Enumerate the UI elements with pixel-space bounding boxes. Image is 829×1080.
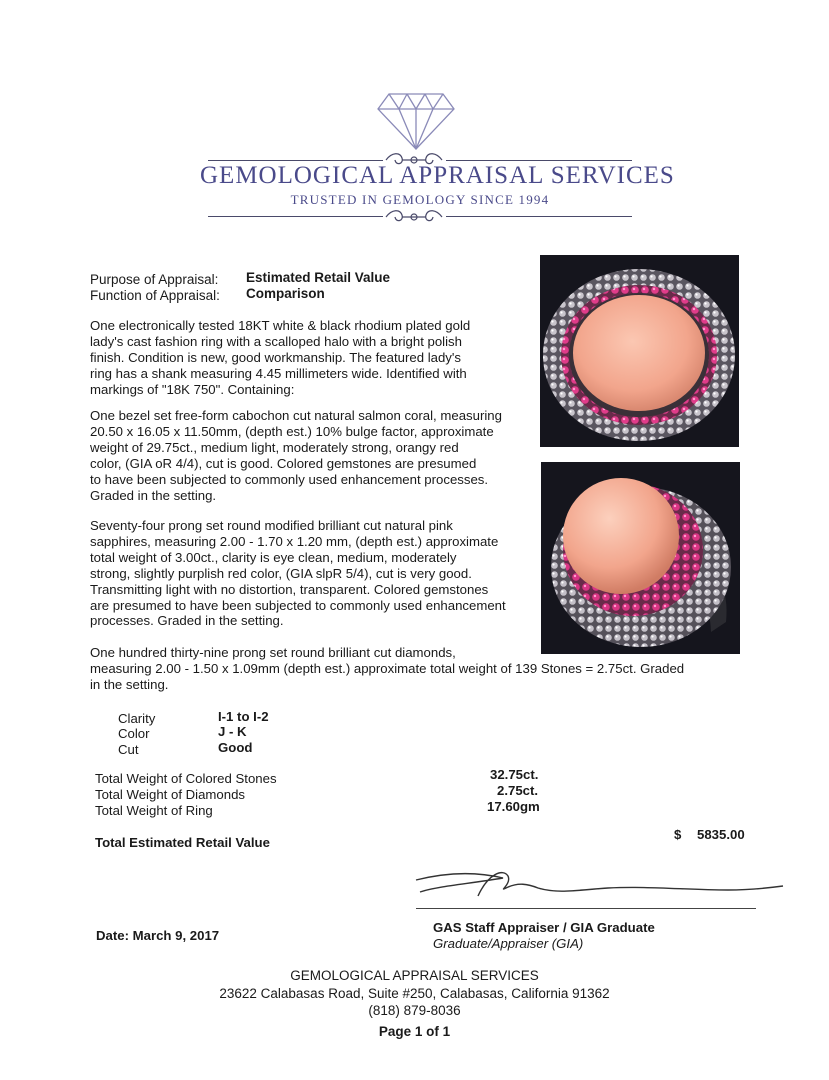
retail-value-amount: 5835.00	[697, 827, 745, 842]
appraiser-subtitle: Graduate/Appraiser (GIA)	[433, 936, 584, 951]
text-line: measuring 2.00 - 1.50 x 1.09mm (depth est.) approximate total weight of 139 Stones = 2.75ct. Graded	[90, 660, 685, 676]
header-rule-bottom	[446, 216, 632, 217]
company-tagline: TRUSTED IN GEMOLOGY SINCE 1994	[290, 192, 550, 207]
appraisal-date: Date: March 9, 2017	[96, 928, 220, 943]
function-value: Comparison	[246, 286, 325, 301]
text-line: Transmitting light with no distortion, transparent. Colored gemstones	[90, 581, 489, 597]
ring-photo-side	[541, 462, 740, 654]
text-line: are presumed to have been subjected to commonly used enhancement	[90, 597, 506, 613]
grade-label-color: Color	[118, 726, 150, 741]
text-line: weight of 29.75ct., medium light, moderately strong, orangy red	[90, 439, 459, 455]
text-line: lady's cast fashion ring with a scalloped halo with a bright polish	[90, 333, 462, 349]
text-line: markings of "18K 750". Containing:	[90, 381, 295, 397]
grade-label-clarity: Clarity	[118, 711, 156, 726]
grade-value-cut: Good	[218, 740, 253, 755]
grade-value-color: J - K	[218, 724, 247, 739]
header-rule-top	[208, 160, 383, 161]
footer-phone: (818) 879-8036	[368, 1003, 461, 1018]
text-line: Graded in the setting.	[90, 487, 217, 503]
currency-symbol: $	[674, 827, 682, 842]
total-value-colored-stones: 32.75ct.	[490, 767, 539, 782]
text-line: in the setting.	[90, 676, 169, 692]
total-label-colored-stones: Total Weight of Colored Stones	[95, 771, 277, 786]
total-label-ring: Total Weight of Ring	[95, 803, 213, 818]
diamond-icon	[377, 92, 455, 150]
text-line: to have been subjected to commonly used enhancement processes.	[90, 471, 489, 487]
header-rule-bottom	[208, 216, 383, 217]
ring-side-view-image	[541, 462, 740, 654]
text-line: processes. Graded in the setting.	[90, 613, 284, 629]
total-value-diamonds: 2.75ct.	[497, 783, 539, 798]
text-line: total weight of 3.00ct., clarity is eye clean, medium, moderately	[90, 549, 457, 565]
ring-description	[90, 318, 530, 398]
purpose-label: Purpose of Appraisal:	[90, 272, 219, 287]
text-line: sapphires, measuring 2.00 - 1.70 x 1.20 mm, (depth est.) approximate	[90, 533, 499, 549]
grade-value-clarity: I-1 to I-2	[218, 709, 269, 724]
sapphire-description	[90, 518, 530, 629]
signature-line	[416, 908, 756, 909]
function-label: Function of Appraisal:	[90, 288, 220, 303]
text-line: ring has a shank measuring 4.45 millimeters wide. Identified with	[90, 365, 467, 381]
grade-label-cut: Cut	[118, 742, 139, 757]
appraiser-signature	[408, 862, 788, 906]
ring-photo-top	[540, 255, 739, 447]
text-line: One hundred thirty-nine prong set round brilliant cut diamonds,	[90, 645, 456, 660]
company-title: GEMOLOGICAL APPRAISAL SERVICES	[200, 162, 675, 189]
text-line: One electronically tested 18KT white & black rhodium plated gold	[90, 318, 471, 333]
text-line: 20.50 x 16.05 x 11.50mm, (depth est.) 10% bulge factor, approximate	[90, 423, 494, 439]
header-rule-top	[446, 160, 632, 161]
text-line: finish. Condition is new, good workmanship. The featured lady's	[90, 349, 462, 365]
footer-address: 23622 Calabasas Road, Suite #250, Calabasas, California 91362	[219, 986, 610, 1001]
text-line: Seventy-four prong set round modified brilliant cut natural pink	[90, 518, 453, 533]
coral-description	[90, 408, 530, 503]
text-line: One bezel set free-form cabochon cut natural salmon coral, measuring	[90, 408, 502, 423]
appraiser-title: GAS Staff Appraiser / GIA Graduate	[433, 920, 655, 935]
total-label-diamonds: Total Weight of Diamonds	[95, 787, 246, 802]
text-line: strong, slightly purplish red color, (GIA slpR 5/4), cut is very good.	[90, 565, 472, 581]
page-number: Page 1 of 1	[378, 1024, 451, 1039]
ring-top-view-image	[540, 255, 739, 447]
footer-company: GEMOLOGICAL APPRAISAL SERVICES	[290, 968, 539, 983]
text-line: color, (GIA oR 4/4), cut is good. Colored gemstones are presumed	[90, 455, 477, 471]
retail-value-label: Total Estimated Retail Value	[95, 835, 270, 850]
purpose-value: Estimated Retail Value	[246, 270, 391, 285]
scroll-ornament-icon	[384, 207, 444, 227]
total-value-ring: 17.60gm	[487, 799, 540, 814]
